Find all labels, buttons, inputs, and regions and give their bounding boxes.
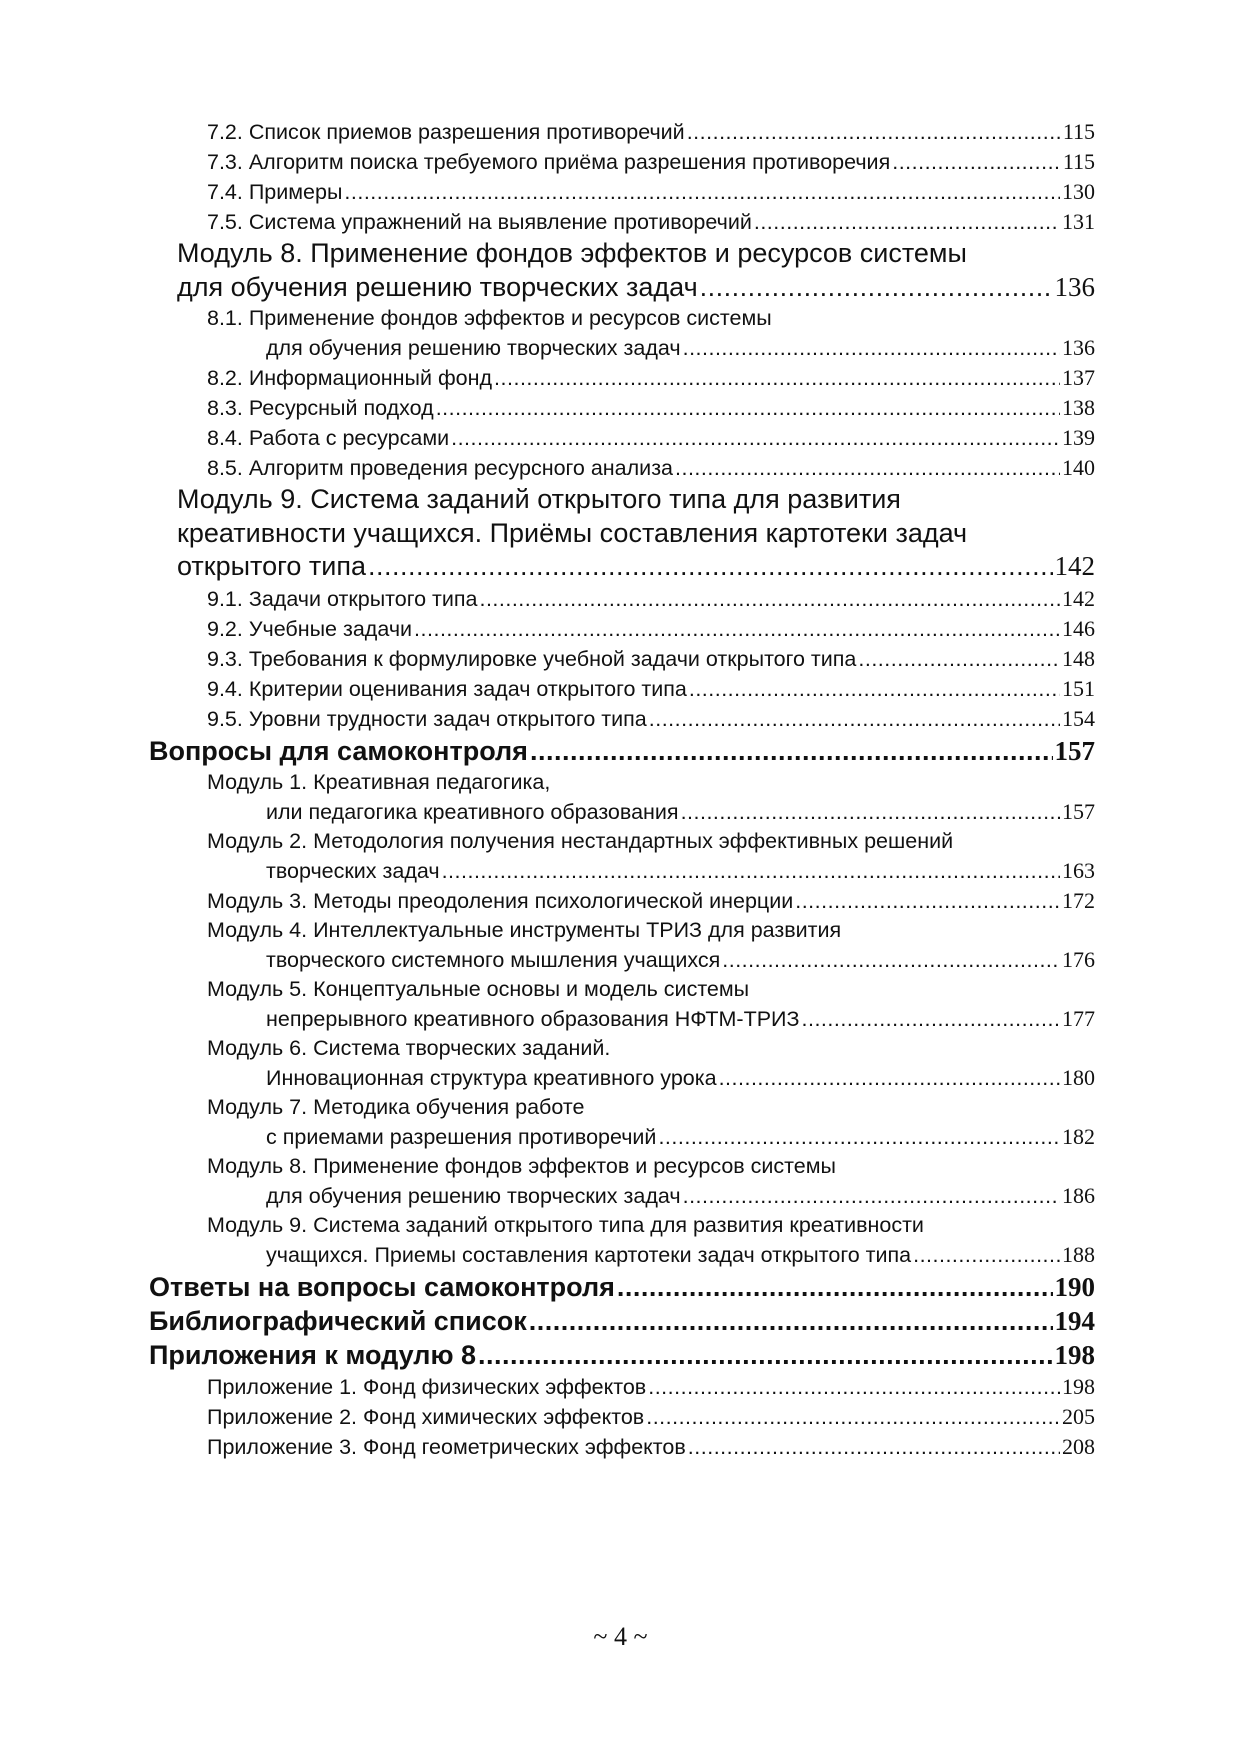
toc-entry[interactable] — [149, 1402, 1095, 1432]
leader-dots — [858, 645, 1060, 674]
toc-entry-title-line: Модуль 9. Система заданий открытого типа для развития — [177, 484, 901, 514]
leader-dots — [344, 178, 1060, 207]
toc-entry-page: 208 — [1062, 1433, 1095, 1459]
toc-entry-title: 7.3. Алгоритм поиска требуемого приёма разрешения противоречия — [207, 150, 891, 174]
toc-entry-page: 151 — [1062, 675, 1095, 701]
toc-entry-title: 7.5. Система упражнений на выявление противоречий — [207, 210, 752, 234]
toc-entry[interactable] — [149, 644, 1095, 674]
toc-entry-page: 136 — [1062, 335, 1095, 360]
toc-entry[interactable] — [149, 827, 1095, 886]
toc-entry-title-line: Модуль 9. Система заданий открытого типа для развития креативности — [207, 1212, 924, 1237]
toc-entry-title: Модуль 3. Методы преодоления психологической инерции — [207, 888, 794, 913]
toc-entry-title: Ответы на вопросы самоконтроля — [149, 1271, 615, 1302]
leader-dots — [479, 585, 1060, 614]
leader-dots — [649, 705, 1060, 734]
leader-dots — [451, 424, 1060, 453]
toc-entry-page: 198 — [1054, 1339, 1095, 1370]
toc-entry[interactable] — [149, 304, 1095, 363]
leader-dots — [530, 734, 1053, 768]
toc-entry-title-line: Модуль 2. Методология получения нестандартных эффективных решений — [207, 828, 954, 853]
toc-entry-page: 131 — [1062, 209, 1095, 234]
leader-dots — [681, 798, 1060, 827]
toc-entry-title-line: Модуль 4. Интеллектуальные инструменты ТРИЗ для развития — [207, 917, 842, 942]
toc-entry-page: 142 — [1054, 551, 1095, 581]
toc-entry-title-line: Модуль 5. Концептуальные основы и модель системы — [207, 976, 750, 1001]
toc-entry-page: 148 — [1062, 645, 1095, 671]
toc-entry[interactable] — [149, 704, 1095, 734]
toc-entry-title: непрерывного креативного образования НФТМ-ТРИЗ — [266, 1006, 800, 1031]
toc-entry-title: творческих задач — [266, 858, 440, 883]
leader-dots — [436, 394, 1060, 423]
toc-entry-title: 7.2. Список приемов разрешения противоречий — [207, 120, 685, 144]
toc-entry-page: 154 — [1062, 705, 1095, 731]
toc-entry[interactable] — [149, 453, 1095, 483]
toc-entry-page: 115 — [1062, 149, 1095, 174]
leader-dots — [646, 1403, 1060, 1432]
toc-entry-title: Вопросы для самоконтроля — [149, 735, 528, 766]
leader-dots — [683, 1182, 1060, 1211]
toc-entry[interactable] — [149, 734, 1095, 768]
toc-entry-page: 176 — [1062, 946, 1095, 972]
toc-entry-page: 137 — [1062, 365, 1095, 390]
toc-entry-title: или педагогика креативного образования — [266, 799, 679, 824]
toc-entry-title: 8.4. Работа с ресурсами — [207, 426, 450, 450]
leader-dots — [494, 364, 1060, 393]
toc-entry[interactable] — [149, 1152, 1095, 1211]
page-number: ~ 4 ~ — [593, 1622, 648, 1651]
toc-entry[interactable] — [149, 423, 1095, 453]
toc-entry-page: 172 — [1062, 887, 1095, 913]
toc-entry-title: 9.5. Уровни трудности задач открытого типа — [207, 706, 647, 731]
toc-entry-title-line: 8.1. Применение фондов эффектов и ресурсов системы — [207, 306, 772, 330]
toc-entry-title-line: Модуль 7. Методика обучения работе — [207, 1094, 585, 1119]
toc-entry-title: Приложение 2. Фонд химических эффектов — [207, 1404, 645, 1429]
toc-entry-page: 186 — [1062, 1182, 1095, 1208]
toc-entry-title: Приложение 3. Фонд геометрических эффектов — [207, 1434, 686, 1459]
toc-entry-title: 8.3. Ресурсный подход — [207, 396, 434, 420]
toc-entry-title: творческого системного мышления учащихся — [266, 947, 721, 972]
toc-entry-title: 9.3. Требования к формулировке учебной задачи открытого типа — [207, 646, 857, 671]
toc-entry-title-line: Модуль 1. Креативная педагогика, — [207, 769, 551, 794]
toc-entry-title: 8.2. Информационный фонд — [207, 366, 493, 390]
leader-dots — [368, 550, 1053, 584]
toc-entry-page: 146 — [1062, 615, 1095, 641]
toc-entry-title: учащихся. Приемы составления картотеки задач открытого типа — [266, 1242, 912, 1267]
leader-dots — [683, 334, 1060, 363]
toc-entry-title-line: креативности учащихся. Приёмы составления картотеки задач — [177, 517, 968, 548]
toc-entry-page: 130 — [1062, 179, 1095, 204]
leader-dots — [687, 118, 1061, 147]
toc-entry-page: 194 — [1054, 1305, 1095, 1336]
toc-entry[interactable] — [149, 207, 1095, 237]
leader-dots — [529, 1304, 1053, 1338]
toc-entry-title: Библиографический список — [149, 1305, 527, 1336]
toc-entry[interactable] — [149, 1211, 1095, 1270]
leader-dots — [675, 454, 1060, 483]
toc-entry[interactable] — [149, 1338, 1095, 1372]
toc-entry[interactable] — [149, 237, 1095, 304]
toc-entry-title: открытого типа — [177, 551, 366, 581]
toc-entry[interactable] — [149, 393, 1095, 423]
leader-dots — [719, 1064, 1060, 1093]
toc-entry-page: 188 — [1062, 1241, 1095, 1267]
toc-entry[interactable] — [149, 768, 1095, 827]
leader-dots — [688, 1433, 1060, 1462]
toc-entry-title: 9.4. Критерии оценивания задач открытого типа — [207, 676, 687, 701]
leader-dots — [648, 1373, 1060, 1402]
table-of-contents — [149, 117, 1095, 1462]
toc-entry-page: 182 — [1062, 1123, 1095, 1149]
toc-entry-page: 180 — [1062, 1064, 1095, 1090]
toc-entry[interactable] — [149, 483, 1095, 584]
toc-entry[interactable] — [149, 177, 1095, 207]
leader-dots — [795, 887, 1060, 916]
toc-entry-title: 7.4. Примеры — [207, 180, 343, 204]
toc-entry[interactable] — [149, 614, 1095, 644]
toc-entry[interactable] — [149, 1093, 1095, 1152]
leader-dots — [802, 1005, 1060, 1034]
toc-entry-page: 198 — [1062, 1373, 1095, 1399]
toc-entry-page: 115 — [1062, 119, 1095, 144]
toc-entry-title-line: Модуль 8. Применение фондов эффектов и ресурсов системы — [207, 1153, 836, 1178]
toc-entry-title: 9.1. Задачи открытого типа — [207, 586, 478, 611]
toc-entry-page: 157 — [1054, 735, 1095, 766]
toc-entry-title: с приемами разрешения противоречий — [266, 1124, 657, 1149]
toc-entry-title: для обучения решению творческих задач — [266, 336, 681, 360]
toc-entry-page: 139 — [1062, 425, 1095, 450]
toc-entry-page: 177 — [1062, 1005, 1095, 1031]
toc-entry-title: Приложения к модулю 8 — [149, 1339, 477, 1370]
leader-dots — [892, 148, 1061, 177]
leader-dots — [617, 1270, 1053, 1304]
leader-dots — [442, 857, 1060, 886]
toc-entry-page: 205 — [1062, 1403, 1095, 1429]
toc-entry-page: 140 — [1062, 455, 1095, 480]
toc-entry[interactable] — [149, 147, 1095, 177]
toc-entry[interactable] — [149, 886, 1095, 916]
toc-entry-title: 9.2. Учебные задачи — [207, 616, 413, 641]
toc-entry-title: для обучения решению творческих задач — [177, 271, 698, 302]
leader-dots — [754, 208, 1060, 237]
toc-entry-title: Инновационная структура креативного урока — [266, 1065, 717, 1090]
leader-dots — [722, 946, 1060, 975]
toc-entry-page: 136 — [1054, 271, 1095, 302]
toc-entry[interactable] — [149, 117, 1095, 147]
toc-entry-title-line: Модуль 8. Применение фондов эффектов и ресурсов системы — [177, 238, 967, 268]
toc-entry[interactable] — [149, 363, 1095, 393]
toc-entry-page: 190 — [1054, 1271, 1095, 1302]
leader-dots — [700, 271, 1053, 305]
toc-entry[interactable] — [149, 674, 1095, 704]
leader-dots — [913, 1241, 1060, 1270]
toc-entry-page: 142 — [1062, 585, 1095, 611]
toc-entry[interactable] — [149, 975, 1095, 1034]
toc-entry-page: 157 — [1062, 798, 1095, 824]
toc-entry-title: для обучения решению творческих задач — [266, 1183, 681, 1208]
toc-entry[interactable] — [149, 916, 1095, 975]
toc-entry-title: 8.5. Алгоритм проведения ресурсного анализа — [207, 456, 674, 480]
leader-dots — [414, 615, 1060, 644]
toc-entry[interactable] — [149, 1432, 1095, 1462]
toc-entry[interactable] — [149, 1372, 1095, 1402]
leader-dots — [478, 1338, 1052, 1372]
leader-dots — [658, 1123, 1060, 1152]
toc-entry[interactable] — [149, 584, 1095, 614]
toc-entry-title: Приложение 1. Фонд физических эффектов — [207, 1374, 647, 1399]
leader-dots — [689, 675, 1060, 704]
toc-entry-page: 163 — [1062, 857, 1095, 883]
toc-entry[interactable] — [149, 1304, 1095, 1338]
toc-entry-page: 138 — [1062, 395, 1095, 420]
toc-entry[interactable] — [149, 1034, 1095, 1093]
toc-entry[interactable] — [149, 1270, 1095, 1304]
toc-entry-title-line: Модуль 6. Система творческих заданий. — [207, 1035, 611, 1060]
